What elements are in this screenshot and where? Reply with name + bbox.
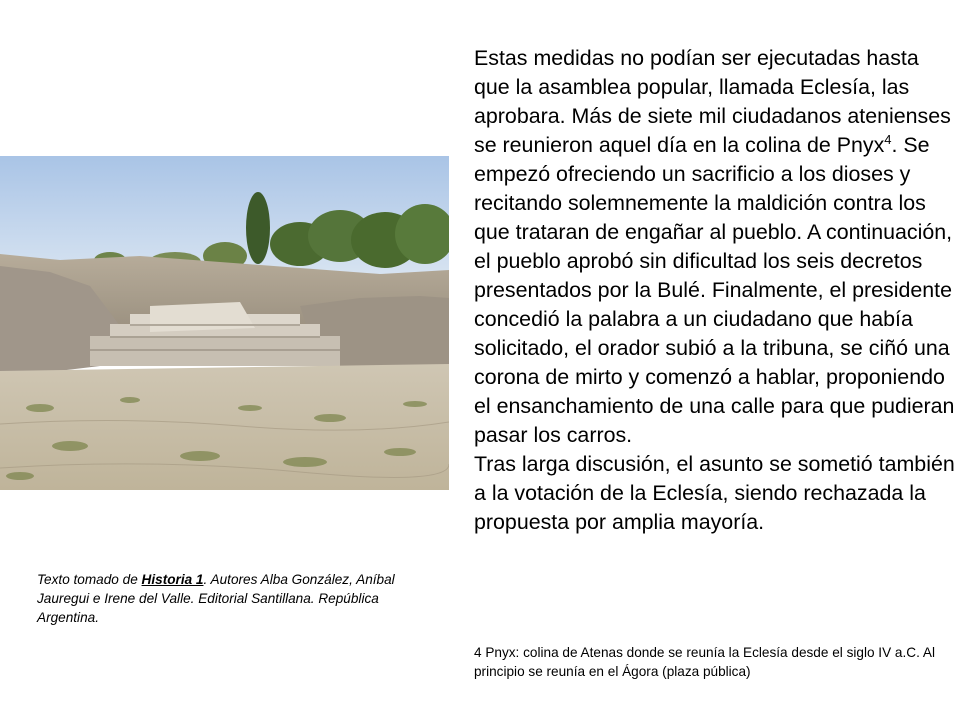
paragraph-1: Estas medidas no podían ser ejecutadas hasta que la asamblea popular, llamada Eclesía, las aprobara. Más de siete mil ciudadanos atenienses se reunieron aquel día en la colina de Pnyx$^4$. Se empezó ofreciendo un sacrificio a los dioses y recitando solemnemente la maldición contra los que trataran de engañar al pueblo. A continuación, el pueblo aprobó sin dificultad los seis decretos presentados por la Bulé. Finalmente, el presidente concedió la palabra a un ciudadano que había solicitado, el orador subió a la tribuna, se ciñó una corona de mirto y comenzó a hablar, proponiendo el ensanchamiento de una calle para que pudieran pasar los carros. <box>474 46 955 447</box>
footnote: 4 Pnyx: colina de Atenas donde se reunía la Eclesía desde el siglo IV a.C. Al principio se reunía en el Ágora (plaza pública) <box>474 645 935 679</box>
book-title-link[interactable]: Historia 1 <box>141 572 204 587</box>
footnote-ref: 4 <box>884 132 892 147</box>
paragraph-2: Tras larga discusión, el asunto se sometió también a la votación de la Eclesía, siendo rechazada la propuesta por amplia mayoría. <box>474 452 955 534</box>
main-text <box>474 44 956 537</box>
rocky-ground <box>0 364 449 490</box>
pnyx-hill-photo <box>0 156 449 490</box>
source-credit: Texto tomado de Historia 1. Autores Alba González, Aníbal Jauregui e Irene del Valle. Editorial Santillana. República Argentina. <box>37 572 395 625</box>
